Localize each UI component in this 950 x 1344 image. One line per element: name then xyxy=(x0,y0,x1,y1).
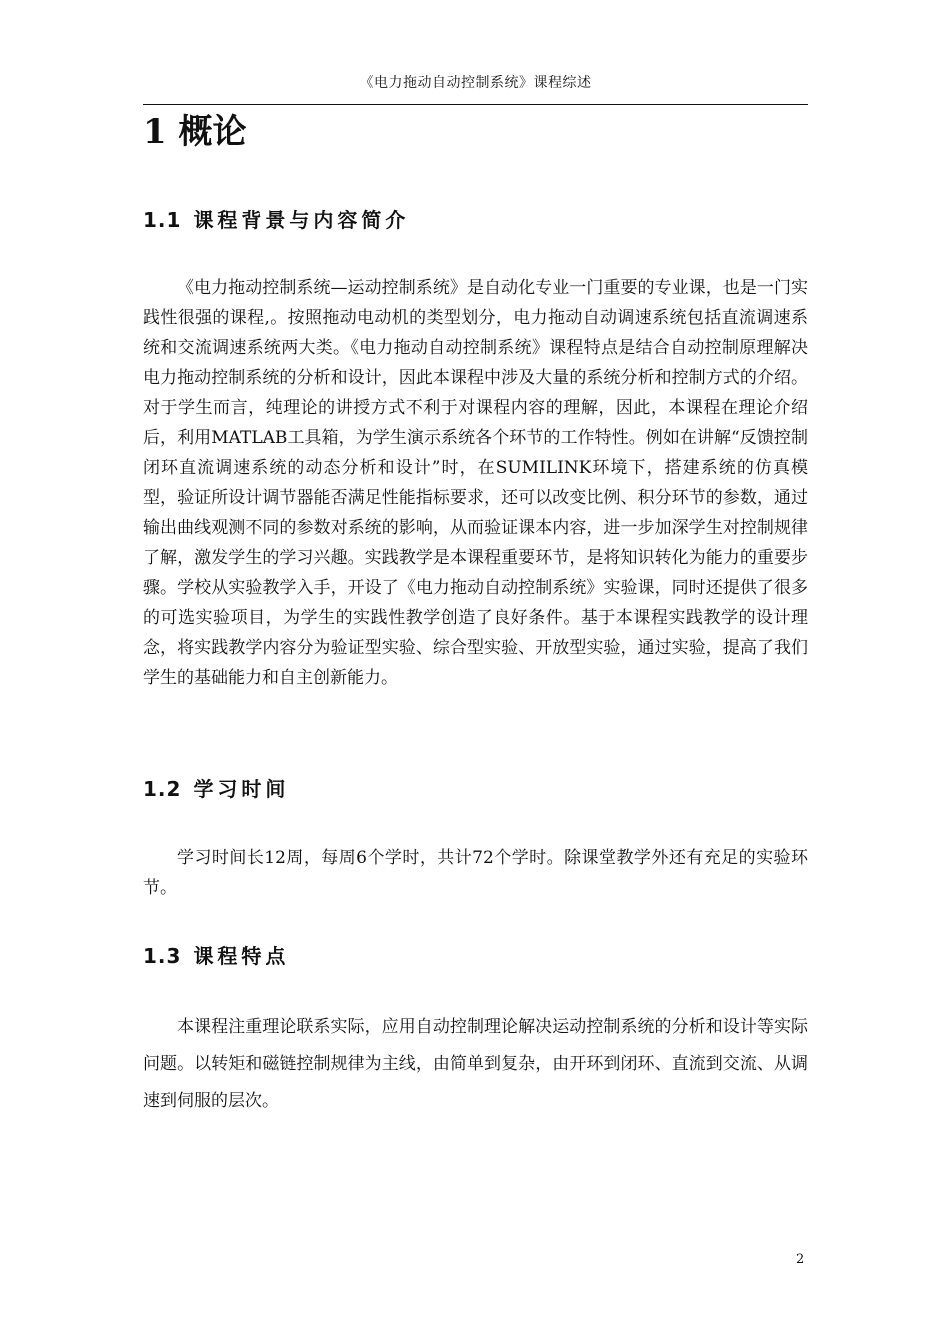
section-body-1-1: 《电力拖动控制系统—运动控制系统》是自动化专业一门重要的专业课，也是一门实践性很强的课程,。按照拖动电动机的类型划分，电力拖动自动调速系统包括直流调速系统和交流调速系统两大类。《电力拖动自动控制系统》课程特点是结合自动控制原理解决电力拖动控制系统的分析和设计，因此本课程中涉及大量的系统分析和控制方式的介绍。对于学生而言，纯理论的讲授方式不利于对课程内容的理解，因此，本课程在理论介绍后，利用MATLAB工具箱，为学生演示系统各个环节的工作特性。例如在讲解“反馈控制闭环直流调速系统的动态分析和设计”时，在SUMILINK环境下，搭建系统的仿真模型，验证所设计调节器能否满足性能指标要求，还可以改变比例、积分环节的参数，通过输出曲线观测不同的参数对系统的影响，从而验证课本内容，进一步加深学生对控制规律了解，激发学生的学习兴趣。实践教学是本课程重要环节，是将知识转化为能力的重要步骤。学校从实验教学入手，开设了《电力拖动自动控制系统》实验课，同时还提供了很多的可选实验项目，为学生的实践性教学创造了良好条件。基于本课程实践教学的设计理念，将实践教学内容分为验证型实验、综合型实验、开放型实验，通过实验，提高了我们学生的基础能力和自主创新能力。 xyxy=(143,278,808,688)
section-number: 1.3 xyxy=(143,944,182,968)
header-divider xyxy=(143,104,808,105)
running-header: 《电力拖动自动控制系统》课程综述 xyxy=(359,75,592,91)
chapter-title: 1 概论 xyxy=(143,112,247,152)
section-number: 1.1 xyxy=(143,208,182,232)
section-number: 1.2 xyxy=(143,777,182,801)
section-title: 课程特点 xyxy=(193,944,290,968)
section-heading-1-1 xyxy=(143,205,409,235)
section-heading-1-2 xyxy=(143,774,289,804)
page-number: 2 xyxy=(796,1252,805,1267)
section-body-1-3: 本课程注重理论联系实际，应用自动控制理论解决运动控制系统的分析和设计等实际问题。以转矩和磁链控制规律为主线，由简单到复杂，由开环到闭环、直流到交流、从调速到伺服的层次。 xyxy=(143,1017,808,1111)
section-title: 课程背景与内容简介 xyxy=(193,208,410,232)
section-body-1-2: 学习时间长12周，每周6个学时，共计72个学时。除课堂教学外还有充足的实验环节。 xyxy=(143,848,808,898)
section-heading-1-3 xyxy=(143,941,289,971)
section-title: 学习时间 xyxy=(193,777,290,801)
